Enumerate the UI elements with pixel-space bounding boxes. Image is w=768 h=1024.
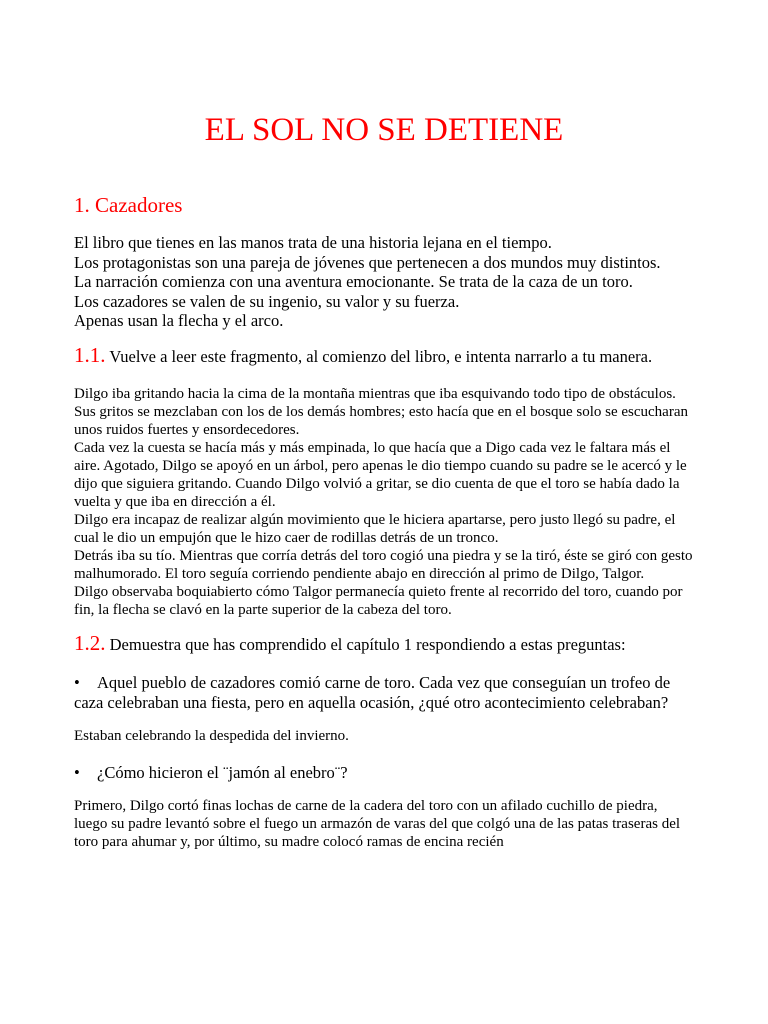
answer-text: Primero, Dilgo cortó finas lochas de carne de la cadera del toro con un afilado cuchillo de piedra, luego su padre levantó sobre el fuego un armazón de varas del que colgó una de las patas traseras del toro para ahumar y, por último, su madre colocó ramas de encina recién	[74, 797, 681, 850]
answer-text: Estaban celebrando la despedida del invierno.	[74, 727, 349, 744]
fragment-paragraph: Dilgo iba gritando hacia la cima de la montaña mientras que iba esquivando todo tipo de obstáculos. Sus gritos se mezclaban con los de los demás hombres; esto hacía que en el bosque solo se escucharan unos ruidos fuertes y ensordecedores.	[74, 385, 688, 438]
bullet-question-text: Aquel pueblo de cazadores comió carne de toro. Cada vez que conseguían un trofeo de caza celebraban una fiesta, pero en aquella ocasión, ¿qué otro acontecimiento celebraban?	[74, 672, 671, 712]
question-number: 1.1.	[74, 342, 106, 367]
intro-paragraphs	[74, 233, 694, 331]
fragment-paragraph: Dilgo era incapaz de realizar algún movimiento que le hiciera apartarse, pero justo llegó su padre, el cual le dio un empujón que le hizo caer de rodillas detrás de un tronco.	[74, 511, 676, 546]
bullet-question	[74, 673, 694, 713]
question-1-2	[74, 630, 694, 655]
bullet-icon: •	[74, 672, 80, 692]
question-text: Demuestra que has comprendido el capítulo 1 respondiendo a estas preguntas:	[105, 634, 626, 654]
document-title: EL SOL NO SE DETIENE	[204, 112, 564, 148]
question-text: Vuelve a leer este fragmento, al comienzo del libro, e intenta narrarlo a tu manera.	[105, 346, 653, 366]
fragment-text	[74, 385, 694, 619]
question-1-1	[74, 342, 694, 367]
intro-line: Apenas usan la flecha y el arco.	[74, 311, 284, 331]
intro-line: Los protagonistas son una pareja de jóvenes que pertenecen a dos mundos muy distintos.	[74, 252, 661, 272]
intro-line: El libro que tienes en las manos trata de una historia lejana en el tiempo.	[74, 233, 552, 252]
fragment-paragraph: Detrás iba su tío. Mientras que corría detrás del toro cogió una piedra y se la tiró, éste se giró con gesto malhumorado. El toro seguía corriendo pendiente abajo en dirección al primo de Dilgo, Talgor.	[74, 547, 693, 582]
fragment-paragraph: Dilgo observaba boquiabierto cómo Talgor permanecía quieto frente al recorrido del toro, cuando por fin, la flecha se clavó en la parte superior de la cabeza del toro.	[74, 583, 683, 618]
fragment-paragraph: Cada vez la cuesta se hacía más y más empinada, lo que hacía que a Digo cada vez le faltara más el aire. Agotado, Dilgo se apoyó en un árbol, pero apenas le dio tiempo cuando su padre se le acercó y le dijo que siguiera gritando. Cuando Dilgo volvió a gritar, se dio cuenta de que el toro se había dado la vuelta y que iba en dirección a él.	[74, 439, 687, 510]
question-number: 1.2.	[74, 630, 106, 655]
bullet-question-text: ¿Cómo hicieron el ¨jamón al enebro¨?	[97, 762, 348, 782]
section-title: 1. Cazadores	[74, 193, 183, 217]
intro-line: La narración comienza con una aventura emocionante. Se trata de la caza de un toro.	[74, 272, 633, 292]
intro-line: Los cazadores se valen de su ingenio, su valor y su fuerza.	[74, 291, 460, 311]
bullet-icon: •	[74, 762, 80, 782]
bullet-question	[74, 763, 694, 783]
